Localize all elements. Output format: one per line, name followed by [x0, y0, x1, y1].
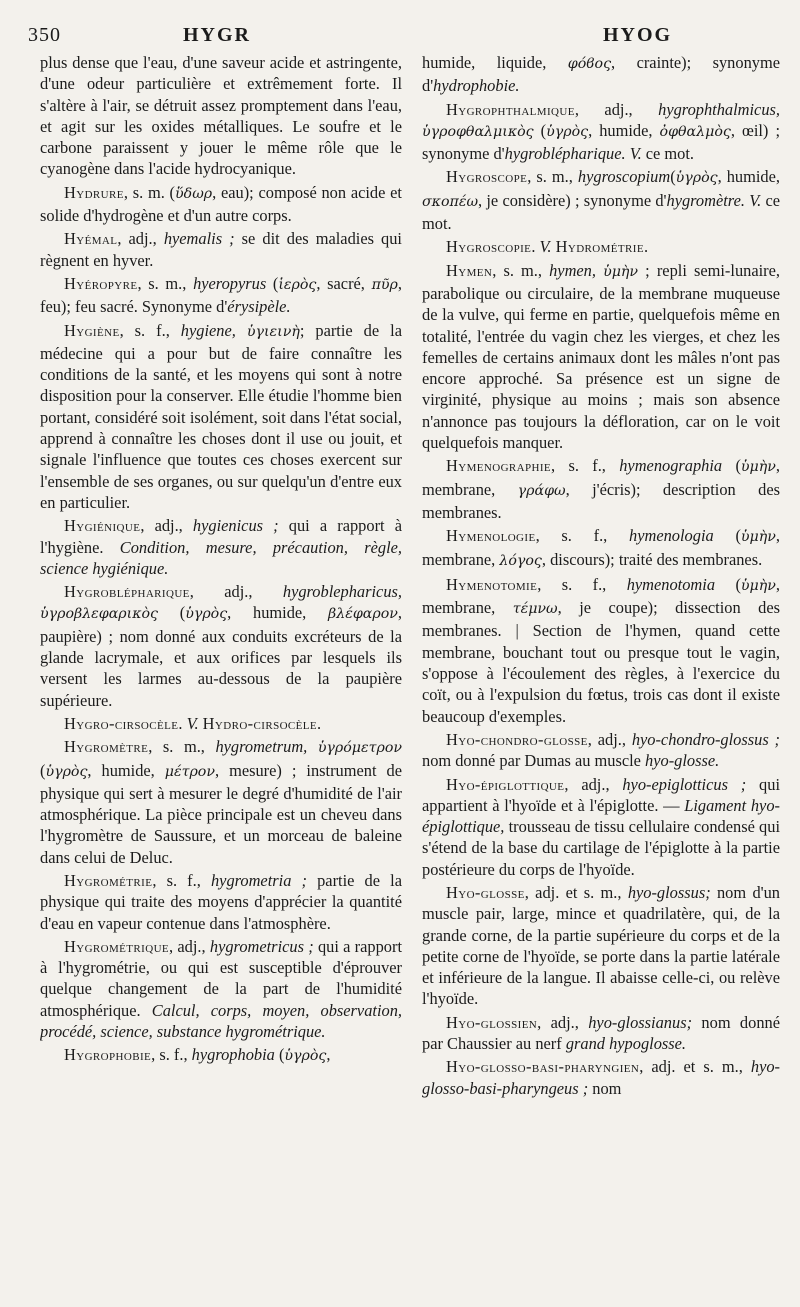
greek-text: ὑγρὸς [284, 1048, 327, 1065]
italic-text: hygrometricus ; [209, 936, 314, 956]
dictionary-entry [40, 228, 402, 271]
greek-text: ὑγροβλεφαρικὸς [40, 606, 159, 623]
headword: Hymenologie [446, 526, 536, 546]
body-text: ce mot. [641, 144, 695, 164]
body-text: , s. m. ( [123, 182, 176, 202]
body-text: , adj. et s. m., [524, 882, 628, 902]
right-column [422, 52, 780, 1300]
body-text: , s. f., [551, 456, 620, 476]
dictionary-entry [422, 166, 780, 234]
body-text: , membrane, [422, 456, 780, 499]
headword: Hyo-épiglottique [446, 774, 565, 794]
italic-text: hygrophobia [191, 1045, 275, 1065]
body-text: , eau); composé non acide et solide d'hydrogène et d'un autre corps. [40, 182, 402, 226]
dictionary-entry [40, 182, 402, 227]
italic-text: hygroblépharique. [504, 144, 626, 164]
italic-text: hygrometria ; [210, 870, 307, 890]
greek-text: ἱερὸς [278, 276, 317, 293]
headword: Hyéropyre [64, 273, 138, 293]
headword: Hygroblépharique [64, 582, 190, 602]
dictionary-entry [40, 581, 402, 711]
body-text: . [643, 237, 649, 257]
body-text: . [531, 237, 540, 257]
body-text: ( [158, 603, 186, 623]
body-text: , adj. et s. m., [639, 1057, 751, 1077]
running-head-left: HYGR [183, 24, 251, 46]
body-text: , œil) ; synonyme d' [422, 120, 780, 164]
body-text: ( [715, 574, 741, 594]
headword: Hygroscope [446, 167, 528, 187]
left-column [40, 52, 402, 1300]
body-text: , adj., [117, 229, 164, 249]
greek-text: ὑμὴν [740, 459, 776, 476]
italic-text: V. [749, 190, 762, 210]
body-text: , membrane, [422, 526, 780, 569]
italic-text: hyo-chondro-glossus ; [631, 729, 780, 749]
body-text: , adj., [537, 1012, 589, 1032]
body-text [307, 737, 318, 756]
italic-text: hymenographia [619, 456, 723, 476]
body-text: ( [40, 760, 46, 780]
body-text: , je considère) ; synonyme d' [478, 190, 667, 210]
body-text: , adj., [169, 936, 210, 956]
body-text: , adj., [574, 99, 659, 119]
body-text: qui a rapport à l'hygiène. [40, 516, 402, 557]
greek-text: βλέφαρον [328, 606, 398, 623]
greek-text: ὑγρὸς [675, 170, 718, 187]
italic-text: grand hypoglosse. [565, 1034, 687, 1054]
body-text: , s. f., [535, 526, 630, 546]
headword: Hyo-glossien [446, 1012, 538, 1032]
body-text: . [178, 713, 187, 733]
italic-text: hymenologia [629, 526, 714, 546]
headword: Hygrométrique [64, 936, 170, 956]
dictionary-entry [422, 1056, 780, 1099]
greek-text: ὕδωρ [175, 185, 213, 202]
body-text: nom [588, 1078, 622, 1098]
greek-text: ὑμὴν [740, 577, 776, 594]
dictionary-entry [422, 774, 780, 880]
body-text: , [326, 1045, 331, 1065]
body-text: , adj., [564, 774, 623, 794]
headword: Hyo-glosso-basi-pharyngien [446, 1057, 640, 1077]
body-text: , s. f., [152, 870, 211, 890]
headword: Hygiénique [64, 516, 141, 536]
body-text: , adj., [140, 516, 193, 536]
italic-text: hyo-glossianus; [588, 1012, 693, 1032]
body-text: trousseau de tissu cellulaire condensé qui s'étend de la base du cartilage de l'épiglotte à la partie postérieure du corps de l'hyoïde. [422, 817, 780, 879]
body-text: ( [713, 526, 741, 546]
body-text: , discours); traité des membranes. [541, 549, 763, 569]
body-text: se dit des maladies qui règnent en hyver. [40, 229, 402, 270]
italic-text: V. [539, 237, 552, 257]
dictionary-entry [422, 99, 780, 165]
body-text: . [317, 713, 322, 733]
body-text: , s. m., [148, 737, 216, 757]
body-text: , s. f., [119, 320, 181, 340]
greek-text: μέτρον [164, 763, 215, 780]
greek-text: ὑγιεινὴ [246, 323, 300, 340]
page-number: 350 [28, 24, 61, 46]
greek-text: λόγος [499, 552, 542, 569]
italic-text: hydrophobie. [433, 76, 520, 96]
body-text: , adj., [189, 582, 283, 602]
body-text: , s. f., [151, 1045, 192, 1065]
body-text [236, 321, 247, 340]
dictionary-entry [422, 574, 780, 727]
greek-text: ὑμὴν [740, 529, 776, 546]
running-head-right: HYOG [603, 24, 673, 46]
headword: Hymenographie [446, 456, 552, 476]
greek-text: φόϐος [567, 56, 612, 72]
italic-text: hygroscopium [577, 167, 671, 187]
body-text: , feu); feu sacré. Synonyme d' [40, 273, 402, 317]
dictionary-entry [40, 52, 402, 180]
body-text: , s. m., [492, 260, 550, 280]
headword: Hygrophthalmique [446, 99, 575, 119]
page-header [28, 24, 776, 50]
greek-text: ὑγρὸς [185, 606, 228, 623]
italic-text: hygrophthalmicus, [658, 99, 780, 119]
body-text: plus dense que l'eau, d'une saveur acide et astringente, d'une odeur particulière et extrêmement forte. Il s'altère à l'air, se détruit assez promptement dans l'eau, et agit sur les oxides métalliques. Le soufre et le carbone paraissent y jouer le même rôle que le cyanogène dans l'acide hydrocyanique. [40, 53, 402, 179]
body-text: nom donné par Chaussier au nerf [422, 1012, 780, 1054]
body-text: ( [266, 273, 279, 293]
greek-text: ὑγρόμετρον [317, 740, 402, 757]
body-text: , humide, [227, 603, 329, 623]
italic-text: Calcul, corps, moyen, observation, procédé, science, substance hygrométrique. [40, 1000, 402, 1042]
headword: Hymenotomie [446, 574, 538, 594]
body-text: partie de la physique qui traite des moyens d'apprécier la quantité d'eau en vapeur contenue dans l'atmosphère. [40, 870, 402, 933]
dictionary-entry [422, 882, 780, 1010]
body-text: , crainte); synonyme d' [422, 53, 780, 96]
italic-text: hyeropyrus [193, 273, 267, 293]
dictionary-entry [40, 736, 402, 868]
body-text: ( [722, 456, 741, 476]
body-text: , humide, [588, 120, 660, 140]
greek-text: ὑγρὸς [45, 763, 88, 780]
headword: Hyo-glosse [446, 882, 525, 902]
body-text: humide, liquide, [422, 53, 568, 72]
body-text: , s. f., [537, 574, 627, 594]
headword: Hygrophobie [64, 1045, 152, 1065]
greek-text: γράφω [517, 482, 566, 499]
italic-text: V. [629, 144, 642, 164]
headword: Hygroscopie [446, 237, 532, 257]
headword: Hygro-cirsocèle [64, 713, 179, 733]
italic-text: V. [186, 713, 199, 733]
dictionary-entry [40, 320, 402, 514]
italic-text: hygromètre. [666, 190, 745, 210]
body-text: nom d'un muscle pair, large, mince et quadrilatère, qui, de la grande corne, de la partie supérieure du corps et de la petite corne de l'hyoïde, se porte dans la partie latérale et inférieure de la langue. Il abaisse celle-ci, ou relève l'hyoïde. [422, 882, 780, 1009]
dictionary-entry [40, 713, 402, 734]
body-text: ; partie de la médecine qui a pour but de faire connaître les conditions de la santé, et les moyens qui sont à notre disposition pour la conserver. Elle étudie l'homme bien portant, considéré soit isolément, soit dans l'état social, apprend à connaître les choses dont il use ou jouit, et signale l'influence que toutes ces choses exercent sur l'ensemble de ses organes, ou sur quelqu'un d'entre eux en particulier. [40, 320, 402, 512]
italic-text: hyemalis ; [163, 229, 235, 249]
body-text: , s. m., [137, 273, 194, 293]
italic-text: hymenotomia [626, 574, 716, 594]
italic-text: érysipèle. [227, 297, 291, 317]
body-text: , je coupe); dissection des membranes. | Section de l'hymen, quand cette membrane, bouchant tout ou presque tout le vagin, s'oppose à l'écoulement des règles, à l'exercice du coït, ou à l'expulsion du fœtus, trois cas dont il existe beaucoup d'exemples. [422, 598, 780, 726]
italic-text: hyo-glosso-basi-pharyngeus ; [422, 1057, 780, 1098]
greek-text: σκοπέω [422, 193, 479, 210]
dictionary-entry [422, 525, 780, 572]
body-text: , membrane, [422, 574, 780, 618]
italic-text: hyo-glosse. [645, 751, 720, 771]
dictionary-entry [40, 1044, 402, 1067]
dictionary-entry [422, 236, 780, 257]
italic-text: hyo-glossus; [627, 882, 711, 902]
body-text: , paupière) ; nom donné aux conduits excréteurs de la glande lacrymale, et aux orifices par lesquels ils versent les larmes au-dessous de la paupière supérieure. [40, 603, 402, 710]
italic-text: hygrometrum, [215, 737, 308, 757]
italic-text: hygienicus ; [192, 516, 279, 536]
body-text: qui a rapport à l'hygrométrie, ou qui est susceptible d'éprouver quelque changement de la part de l'humidité atmosphérique. [40, 936, 402, 1020]
body-text: , humide, [717, 167, 780, 187]
body-text: , j'écris); description des membranes. [422, 479, 780, 522]
body-text: , mesure) ; instrument de physique qui sert à mesurer le degré d'humidité de l'air atmosphérique. La pièce principale est un cheveu dans l'hygromètre de Saussure, et un morceau de baleine dans celui de Deluc. [40, 760, 402, 867]
italic-text: hymen, [549, 260, 596, 280]
body-text: ce mot. [422, 190, 780, 234]
greek-text: πῦρ [371, 276, 398, 293]
body-text: ( [274, 1045, 285, 1065]
italic-text: hygroblepharicus, [282, 582, 402, 602]
body-text: ( [670, 167, 676, 187]
headword: Hydrométrie [555, 237, 644, 257]
greek-text: ὑγρὸς [546, 123, 589, 140]
body-text: , s. m., [527, 167, 578, 187]
headword: Hygromètre [64, 737, 149, 757]
headword: Hydrure [64, 182, 124, 202]
headword: Hyémal [64, 229, 118, 249]
headword: Hygrométrie [64, 870, 153, 890]
body-text: nom donné par Dumas au muscle [422, 751, 646, 771]
greek-text: τέμνω [512, 601, 558, 618]
italic-text: hygiene, [180, 320, 236, 340]
dictionary-entry [40, 273, 402, 318]
dictionary-entry [422, 1012, 780, 1055]
italic-text: hyo-epiglotticus ; [622, 774, 747, 794]
dictionary-entry [422, 52, 780, 97]
greek-text: ὑγροφθαλμικὸς [422, 123, 534, 140]
dictionary-entry [422, 729, 780, 772]
body-text: , sacré, [316, 273, 372, 293]
dictionary-entry [40, 870, 402, 934]
italic-text: Ligament hyo-épiglottique, [422, 795, 780, 837]
headword: Hyo-chondro-glosse [446, 729, 588, 749]
body-text [596, 261, 603, 280]
body-text: , humide, [87, 760, 165, 780]
body-text: , adj., [587, 729, 632, 749]
headword: Hymen [446, 260, 493, 280]
headword: Hydro-cirsocèle [202, 713, 318, 733]
dictionary-entry [40, 515, 402, 579]
body-text: ( [533, 120, 547, 140]
body-text: qui appartient à l'hyoïde et à l'épiglotte. — [422, 774, 780, 815]
headword: Hygiène [64, 320, 120, 340]
body-text: ; repli semi-lunaire, parabolique ou circulaire, de la membrane muqueuse de la vulve, qui ferme en partie, quelquefois même en totalité, l'entrée du vagin chez les vierges, et chez les femelles de certains animaux dont les mâles n'ont pas encore approché. Sa présence est un signe de virginité, physique au moins ; mais son absence n'annonce pas toujours la défloration, car on le voit quelquefois manquer. [422, 260, 780, 453]
italic-text: Condition, mesure, précaution, règle, science hygiénique. [40, 537, 402, 578]
greek-text: ὀφθαλμὸς [659, 123, 731, 140]
greek-text: ὑμὴν [603, 263, 639, 280]
dictionary-entry [422, 455, 780, 523]
dictionary-entry [422, 260, 780, 454]
dictionary-entry [40, 936, 402, 1042]
